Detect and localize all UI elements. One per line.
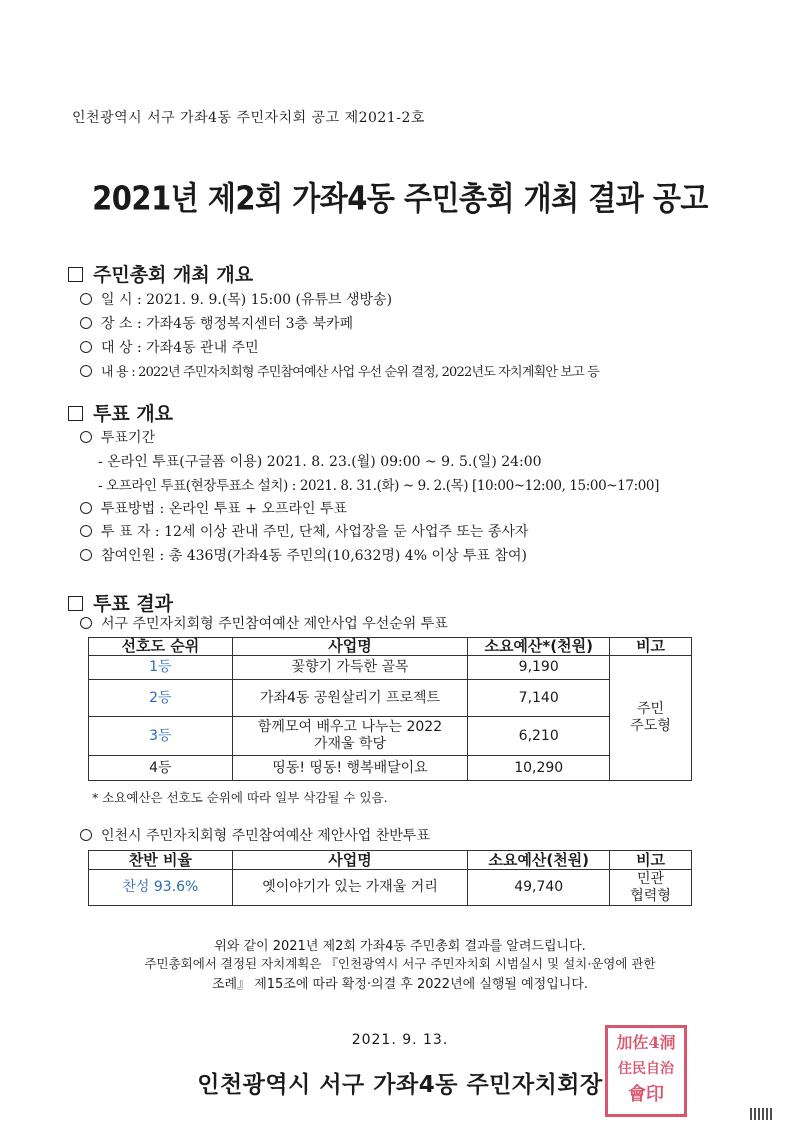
item-value: 온라인 투표 + 오프라인 투표	[168, 501, 348, 517]
page-title: 2021년 제2회 가좌4동 주민총회 개최 결과 공고	[92, 179, 708, 218]
caption-text: 서구 주민자치회형 주민참여예산 제안사업 우선순위 투표	[101, 616, 448, 632]
rank-cell: 2등	[89, 680, 233, 717]
header-project: 사업명	[232, 851, 468, 870]
overview-item-datetime: 일 시 : 2021. 9. 9.(목) 15:00 (유튜브 생방송)	[80, 289, 392, 309]
project-line: 가재울 학당	[313, 736, 387, 752]
budget-footnote: * 소요예산은 선호도 순위에 따라 일부 삭감될 수 있음.	[92, 790, 388, 805]
project-cell: 옛이야기가 있는 가재울 거리	[232, 870, 468, 906]
issue-date: 2021. 9. 13.	[351, 1032, 449, 1048]
qr-code-icon	[750, 1108, 772, 1120]
header-ratio: 찬반 비율	[89, 851, 233, 870]
ratio-cell: 찬성 93.6%	[89, 870, 233, 906]
budget-cell: 49,740	[468, 870, 610, 906]
table-row	[89, 717, 692, 756]
item-value: 가좌4동 관내 주민	[146, 340, 259, 356]
circle-bullet-icon	[80, 829, 92, 841]
project-cell	[232, 717, 468, 756]
project-cell: 가좌4동 공원살리기 프로젝트	[232, 680, 468, 717]
participants: 참여인원 : 총 436명(가좌4동 주민의(10,632명) 4% 이상 투표 참여)	[80, 545, 527, 565]
vote-period-online: - 온라인 투표(구글폼 이용) 2021. 8. 23.(월) 09:00 ~ 9. 5.(일) 24:00	[98, 454, 542, 470]
header-project: 사업명	[232, 638, 468, 656]
budget-cell: 10,290	[468, 756, 610, 781]
circle-bullet-icon	[80, 617, 92, 629]
section-heading-vote-results	[68, 589, 173, 616]
item-label: 투표기간	[101, 430, 156, 446]
approval-vote-table	[88, 850, 692, 906]
remark-line: 주도형	[630, 718, 671, 734]
table-row	[89, 680, 692, 717]
table-row	[89, 870, 692, 906]
overview-item-content: 내 용 : 2022년 주민자치회형 주민참여예산 사업 우선 순위 결정, 2022년도 자치계획안 보고 등	[80, 361, 599, 380]
remark-line: 민관	[637, 870, 665, 887]
item-label: 투 표 자	[101, 524, 151, 540]
overview-item-place: 장 소 : 가좌4동 행정복지센터 3층 북카페	[80, 313, 353, 333]
stamp-line: 加佐4洞	[616, 1033, 676, 1052]
item-value: 총 436명(가좌4동 주민의(10,632명) 4% 이상 투표 참여)	[168, 548, 527, 564]
vote-method: 투표방법 : 온라인 투표 + 오프라인 투표	[80, 498, 347, 518]
section-heading-vote-overview	[68, 399, 173, 426]
table-row	[89, 656, 692, 680]
stamp-line: 住民自治	[618, 1061, 674, 1077]
remark-line: 주민	[637, 701, 665, 717]
section-heading-overview	[68, 260, 253, 287]
circle-bullet-icon	[80, 341, 92, 353]
rank-cell: 4등	[89, 756, 233, 781]
item-label: 대 상	[101, 340, 133, 356]
closing-line-3: 조례』 제15조에 따라 확정·의결 후 2022년에 실행될 예정입니다.	[211, 977, 589, 992]
remark-cell	[610, 656, 692, 781]
item-label: 일 시	[101, 292, 133, 308]
caption-text: 인천시 주민자치회형 주민참여예산 제안사업 찬반투표	[101, 828, 430, 844]
remark-cell	[610, 870, 692, 906]
section-heading-text: 투표 결과	[93, 593, 174, 615]
project-cell: 띵동! 띵동! 행복배달이요	[232, 756, 468, 781]
budget-cell: 7,140	[468, 680, 610, 717]
budget-cell: 9,190	[468, 656, 610, 680]
table1-caption	[80, 613, 448, 633]
circle-bullet-icon	[80, 525, 92, 537]
table-row	[89, 756, 692, 781]
closing-line-1: 위와 같이 2021년 제2회 가좌4동 주민총회 결과를 알려드립니다.	[214, 939, 586, 954]
square-bullet-icon	[68, 406, 83, 421]
circle-bullet-icon	[80, 365, 92, 377]
circle-bullet-icon	[80, 317, 92, 329]
item-label: 장 소	[101, 316, 133, 332]
square-bullet-icon	[68, 596, 83, 611]
table-header-row	[89, 638, 692, 656]
section-heading-text: 투표 개요	[93, 403, 174, 425]
rank-cell: 1등	[89, 656, 233, 680]
square-bullet-icon	[68, 267, 83, 282]
item-label: 투표방법	[101, 501, 156, 517]
signer-name: 인천광역시 서구 가좌4동 주민자치회장	[197, 1072, 603, 1098]
circle-bullet-icon	[80, 431, 92, 443]
header-budget: 소요예산(천원)	[468, 851, 610, 870]
item-label: 내 용	[101, 365, 128, 380]
item-value: 가좌4동 행정복지센터 3층 북카페	[146, 316, 354, 332]
vote-period-offline: - 오프라인 투표(현장투표소 설치) : 2021. 8. 31.(화) ~ 9. 2.(목) [10:00~12:00, 15:00~17:00]	[98, 478, 659, 494]
notice-number: 인천광역시 서구 가좌4동 주민자치회 공고 제2021-2호	[72, 110, 425, 126]
closing-line-2: 주민총회에서 결정된 자치계획은 『인천광역시 서구 주민자치회 시범실시 및 설치·운영에 관한	[144, 956, 656, 971]
circle-bullet-icon	[80, 549, 92, 561]
priority-vote-table	[88, 637, 692, 781]
header-remark: 비고	[610, 638, 692, 656]
header-budget: 소요예산*(천원)	[468, 638, 610, 656]
item-value: 12세 이상 관내 주민, 단체, 사업장을 둔 사업주 또는 종사자	[164, 524, 529, 540]
vote-period-label	[80, 427, 155, 447]
circle-bullet-icon	[80, 502, 92, 514]
item-value: 2021. 9. 9.(목) 15:00 (유튜브 생방송)	[146, 292, 393, 308]
remark-line: 협력형	[630, 887, 671, 904]
section-heading-text: 주민총회 개최 개요	[93, 264, 254, 286]
header-rank: 선호도 순위	[89, 638, 233, 656]
item-value: 2022년 주민자치회형 주민참여예산 사업 우선 순위 결정, 2022년도 자치계획안 보고 등	[138, 365, 600, 380]
item-label: 참여인원	[101, 548, 156, 564]
rank-cell: 3등	[89, 717, 233, 756]
official-seal-stamp	[605, 1025, 687, 1117]
stamp-line: 會印	[628, 1084, 664, 1105]
overview-item-target: 대 상 : 가좌4동 관내 주민	[80, 337, 259, 357]
budget-cell: 6,210	[468, 717, 610, 756]
circle-bullet-icon	[80, 293, 92, 305]
project-line: 함께모여 배우고 나누는 2022	[257, 719, 443, 735]
table-header-row	[89, 851, 692, 870]
voters: 투 표 자 : 12세 이상 관내 주민, 단체, 사업장을 둔 사업주 또는 종사자	[80, 521, 528, 541]
project-cell: 꽃향기 가득한 골목	[232, 656, 468, 680]
table2-caption	[80, 825, 430, 845]
header-remark: 비고	[610, 851, 692, 870]
